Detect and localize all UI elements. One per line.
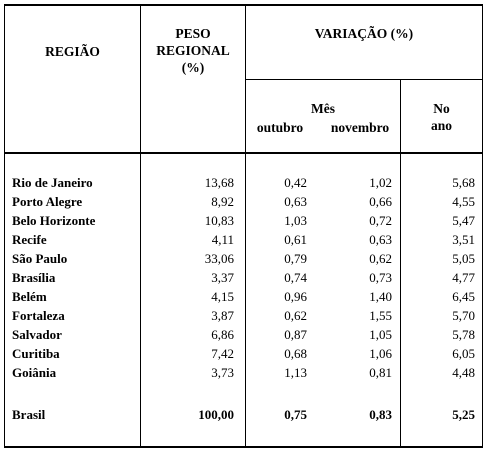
header-peso-line-1: PESO [175,26,211,41]
outubro-value: 0,87 [284,327,307,342]
ano-value: 5,68 [452,175,475,190]
bottom-border [4,446,483,448]
header-peso-regional [141,25,245,76]
top-border [4,4,483,6]
header-separator [4,152,483,154]
outubro-value: 0,79 [284,251,307,266]
novembro-value: 0,62 [369,251,392,266]
novembro-value: 1,02 [369,175,392,190]
peso-value: 4,11 [211,232,234,247]
ano-value: 5,47 [452,213,475,228]
total-ano-value: 5,25 [452,407,475,422]
ano-value: 6,05 [452,346,475,361]
peso-value: 10,83 [204,213,234,228]
header-peso-line-3: (%) [181,60,205,75]
outubro-value: 0,42 [284,175,307,190]
header-regiao: REGIÃO [45,44,100,59]
ano-value: 4,77 [452,270,475,285]
region-name: Recife [12,232,47,247]
total-peso-value: 100,00 [198,407,234,422]
novembro-value: 0,72 [369,213,392,228]
outubro-value: 0,62 [284,308,307,323]
novembro-value: 0,81 [369,365,392,380]
right-border [482,4,483,448]
ano-value: 5,05 [452,251,475,266]
header-variacao: VARIAÇÃO (%) [314,26,414,41]
ano-value: 4,48 [452,365,475,380]
novembro-value: 0,73 [369,270,392,285]
novembro-value: 1,55 [369,308,392,323]
peso-value: 33,06 [204,251,234,266]
peso-value: 7,42 [211,346,234,361]
region-name: Porto Alegre [12,194,83,209]
region-name: Belo Horizonte [12,213,96,228]
header-outubro: outubro [256,120,304,135]
region-name: Fortaleza [12,308,65,323]
peso-value: 3,37 [211,270,234,285]
peso-value: 13,68 [204,175,234,190]
region-name: Brasília [12,270,56,285]
col-divider-3 [400,80,401,448]
header-novembro: novembro [330,120,390,135]
total-region-name: Brasil [12,407,46,422]
region-name: São Paulo [12,251,68,266]
novembro-value: 1,05 [369,327,392,342]
peso-value: 6,86 [211,327,234,342]
outubro-value: 1,13 [284,365,307,380]
ano-value: 5,78 [452,327,475,342]
peso-value: 3,73 [211,365,234,380]
header-ano: ano [430,118,452,133]
header-mes: Mês [311,101,335,116]
peso-value: 8,92 [211,194,234,209]
col-divider-2 [245,4,246,448]
ano-value: 6,45 [452,289,475,304]
outubro-value: 0,74 [284,270,307,285]
region-name: Rio de Janeiro [12,175,93,190]
ano-value: 3,51 [452,232,475,247]
novembro-value: 0,66 [369,194,392,209]
header-no-ano [401,100,482,134]
header-peso-line-2: REGIONAL [156,43,230,58]
region-name: Belém [12,289,47,304]
total-outubro-value: 0,75 [284,407,307,422]
variacao-underline [245,79,483,80]
peso-value: 3,87 [211,308,234,323]
left-border [4,4,5,448]
outubro-value: 0,61 [284,232,307,247]
outubro-value: 0,68 [284,346,307,361]
total-novembro-value: 0,83 [369,407,392,422]
region-name: Curitiba [12,346,60,361]
outubro-value: 0,63 [284,194,307,209]
novembro-value: 1,06 [369,346,392,361]
novembro-value: 1,40 [369,289,392,304]
ano-value: 4,55 [452,194,475,209]
peso-value: 4,15 [211,289,234,304]
region-name: Salvador [12,327,62,342]
outubro-value: 0,96 [284,289,307,304]
outubro-value: 1,03 [284,213,307,228]
novembro-value: 0,63 [369,232,392,247]
region-name: Goiânia [12,365,57,380]
ano-value: 5,70 [452,308,475,323]
header-no: No [433,101,450,116]
